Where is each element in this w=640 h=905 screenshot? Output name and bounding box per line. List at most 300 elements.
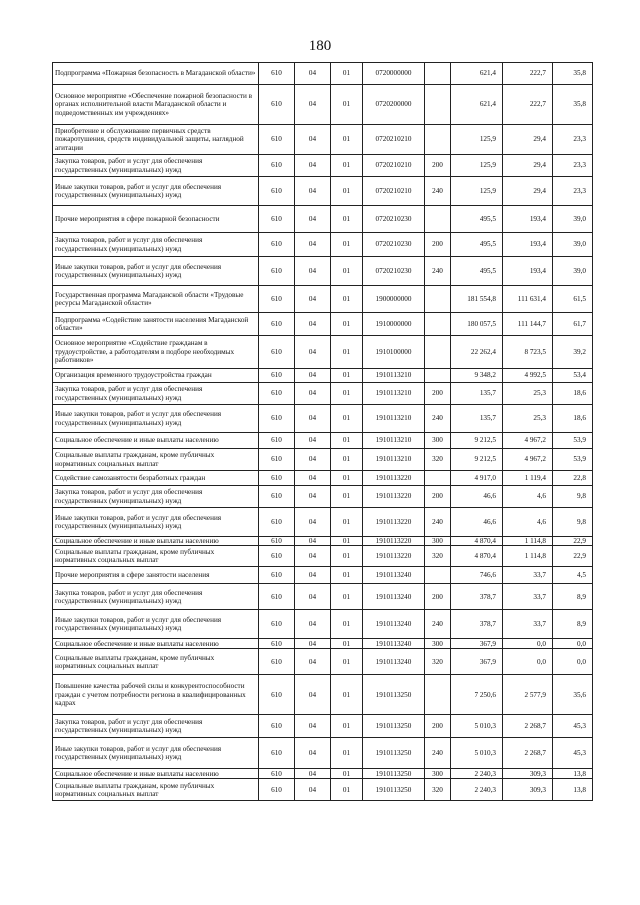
row-col4-cell: 04 (295, 471, 331, 486)
row-col5-cell: 01 (331, 206, 363, 233)
row-name-cell: Повышение качества рабочей силы и конкурентоспособности граждан с учетом потребности региона в квалифицированных кадрах (53, 675, 259, 715)
row-col8-cell: 9 212,5 (451, 449, 503, 471)
row-col10-cell: 45,3 (553, 738, 593, 769)
row-col3-cell: 610 (259, 486, 295, 508)
row-col9-cell: 4 992,5 (503, 369, 553, 383)
row-col10-cell: 39,0 (553, 233, 593, 257)
row-col3-cell: 610 (259, 206, 295, 233)
table-row (53, 125, 593, 155)
row-col8-cell: 746,6 (451, 567, 503, 584)
row-name-cell: Закупка товаров, работ и услуг для обеспечения государственных (муниципальных) нужд (53, 584, 259, 610)
row-col8-cell: 125,9 (451, 125, 503, 155)
row-col7-cell (425, 63, 451, 85)
table-row (53, 177, 593, 206)
row-col7-cell: 240 (425, 738, 451, 769)
row-name-cell: Иные закупки товаров, работ и услуг для обеспечения государственных (муниципальных) нужд (53, 508, 259, 537)
row-col4-cell: 04 (295, 537, 331, 546)
row-col10-cell: 23,3 (553, 155, 593, 177)
row-col9-cell: 0,0 (503, 639, 553, 649)
row-col8-cell: 2 240,3 (451, 779, 503, 801)
row-col10-cell: 23,3 (553, 125, 593, 155)
row-col6-cell: 1910000000 (363, 313, 425, 336)
row-col4-cell: 04 (295, 567, 331, 584)
row-col7-cell (425, 313, 451, 336)
row-col5-cell: 01 (331, 649, 363, 675)
row-col3-cell: 610 (259, 405, 295, 433)
row-col7-cell (425, 85, 451, 125)
row-col7-cell: 240 (425, 508, 451, 537)
row-col9-cell: 222,7 (503, 85, 553, 125)
row-col9-cell: 1 114,8 (503, 537, 553, 546)
page-number: 180 (308, 38, 332, 54)
row-col9-cell: 1 114,8 (503, 546, 553, 567)
row-col6-cell: 1910113220 (363, 471, 425, 486)
row-name-cell: Закупка товаров, работ и услуг для обеспечения государственных (муниципальных) нужд (53, 486, 259, 508)
row-col10-cell: 22,9 (553, 537, 593, 546)
row-col3-cell: 610 (259, 537, 295, 546)
row-col8-cell: 2 240,3 (451, 769, 503, 779)
row-col6-cell: 1910113210 (363, 383, 425, 405)
row-col7-cell: 200 (425, 486, 451, 508)
table-row (53, 738, 593, 769)
row-col4-cell: 04 (295, 769, 331, 779)
row-col3-cell: 610 (259, 313, 295, 336)
row-col5-cell: 01 (331, 537, 363, 546)
row-col10-cell: 8,9 (553, 584, 593, 610)
row-name-cell: Закупка товаров, работ и услуг для обеспечения государственных (муниципальных) нужд (53, 233, 259, 257)
row-col9-cell: 33,7 (503, 584, 553, 610)
row-col3-cell: 610 (259, 779, 295, 801)
row-col3-cell: 610 (259, 85, 295, 125)
row-col9-cell: 4,6 (503, 508, 553, 537)
row-col10-cell: 35,8 (553, 63, 593, 85)
row-name-cell: Социальные выплаты гражданам, кроме публичных нормативных социальных выплат (53, 649, 259, 675)
row-col7-cell: 300 (425, 433, 451, 449)
row-col8-cell: 181 554,8 (451, 286, 503, 313)
table-row (53, 433, 593, 449)
row-col5-cell: 01 (331, 449, 363, 471)
row-name-cell: Социальные выплаты гражданам, кроме публичных нормативных социальных выплат (53, 546, 259, 567)
row-col4-cell: 04 (295, 336, 331, 369)
row-col3-cell: 610 (259, 433, 295, 449)
row-col10-cell: 35,6 (553, 675, 593, 715)
row-col5-cell: 01 (331, 257, 363, 286)
row-col5-cell: 01 (331, 405, 363, 433)
row-col8-cell: 46,6 (451, 486, 503, 508)
row-col5-cell: 01 (331, 233, 363, 257)
budget-table-body (53, 63, 593, 801)
row-col3-cell: 610 (259, 63, 295, 85)
row-col9-cell: 4,6 (503, 486, 553, 508)
row-col8-cell: 22 262,4 (451, 336, 503, 369)
row-col4-cell: 04 (295, 125, 331, 155)
row-name-cell: Организация временного трудоустройства граждан (53, 369, 259, 383)
row-col7-cell (425, 675, 451, 715)
row-name-cell: Социальное обеспечение и иные выплаты населению (53, 537, 259, 546)
row-col6-cell: 1900000000 (363, 286, 425, 313)
row-name-cell: Социальное обеспечение и иные выплаты населению (53, 769, 259, 779)
table-row (53, 639, 593, 649)
row-col3-cell: 610 (259, 336, 295, 369)
row-col9-cell: 2 577,9 (503, 675, 553, 715)
row-col3-cell: 610 (259, 584, 295, 610)
row-name-cell: Прочие мероприятия в сфере занятости населения (53, 567, 259, 584)
row-col8-cell: 378,7 (451, 584, 503, 610)
row-col3-cell: 610 (259, 449, 295, 471)
row-col3-cell: 610 (259, 233, 295, 257)
row-name-cell: Иные закупки товаров, работ и услуг для обеспечения государственных (муниципальных) нужд (53, 405, 259, 433)
row-col7-cell: 240 (425, 177, 451, 206)
row-col10-cell: 39,2 (553, 336, 593, 369)
row-col10-cell: 61,5 (553, 286, 593, 313)
row-name-cell: Основное мероприятие «Содействие гражданам в трудоустройстве, а работодателям в подборе необходимых работников» (53, 336, 259, 369)
table-row (53, 206, 593, 233)
row-col7-cell: 300 (425, 537, 451, 546)
row-col6-cell: 1910113210 (363, 405, 425, 433)
row-col10-cell: 9,8 (553, 508, 593, 537)
row-name-cell: Приобретение и обслуживание первичных средств пожаротушения, средств индивидуальной защиты, наглядной агитации (53, 125, 259, 155)
row-col7-cell: 320 (425, 779, 451, 801)
row-col9-cell: 193,4 (503, 233, 553, 257)
row-col8-cell: 135,7 (451, 405, 503, 433)
row-col5-cell: 01 (331, 313, 363, 336)
row-col3-cell: 610 (259, 125, 295, 155)
row-col9-cell: 111 144,7 (503, 313, 553, 336)
row-col6-cell: 0720210230 (363, 233, 425, 257)
row-col6-cell: 0720200000 (363, 85, 425, 125)
row-col6-cell: 1910113210 (363, 433, 425, 449)
row-col5-cell: 01 (331, 738, 363, 769)
row-col3-cell: 610 (259, 471, 295, 486)
row-col8-cell: 9 348,2 (451, 369, 503, 383)
row-col7-cell: 300 (425, 639, 451, 649)
row-col7-cell (425, 286, 451, 313)
row-col4-cell: 04 (295, 508, 331, 537)
row-col3-cell: 610 (259, 639, 295, 649)
row-col6-cell: 1910113220 (363, 486, 425, 508)
row-name-cell: Основное мероприятие «Обеспечение пожарной безопасности в органах исполнительной власти Магаданской области и подведомственных им учреждениях» (53, 85, 259, 125)
row-col5-cell: 01 (331, 155, 363, 177)
row-col5-cell: 01 (331, 567, 363, 584)
row-col5-cell: 01 (331, 508, 363, 537)
table-row (53, 649, 593, 675)
row-name-cell: Содействие самозанятости безработных граждан (53, 471, 259, 486)
row-col5-cell: 01 (331, 336, 363, 369)
row-col5-cell: 01 (331, 63, 363, 85)
table-row (53, 85, 593, 125)
row-col7-cell (425, 567, 451, 584)
row-col4-cell: 04 (295, 233, 331, 257)
row-name-cell: Иные закупки товаров, работ и услуг для обеспечения государственных (муниципальных) нужд (53, 610, 259, 639)
row-name-cell: Социальные выплаты гражданам, кроме публичных нормативных социальных выплат (53, 779, 259, 801)
row-col5-cell: 01 (331, 177, 363, 206)
row-col6-cell: 1910113240 (363, 567, 425, 584)
row-col5-cell: 01 (331, 639, 363, 649)
table-row (53, 537, 593, 546)
table-row (53, 63, 593, 85)
row-col8-cell: 367,9 (451, 649, 503, 675)
row-col4-cell: 04 (295, 639, 331, 649)
row-col5-cell: 01 (331, 125, 363, 155)
table-row (53, 369, 593, 383)
row-name-cell: Государственная программа Магаданской области «Трудовые ресурсы Магаданской области» (53, 286, 259, 313)
table-row (53, 155, 593, 177)
row-col9-cell: 0,0 (503, 649, 553, 675)
row-col3-cell: 610 (259, 769, 295, 779)
row-col9-cell: 33,7 (503, 567, 553, 584)
row-col6-cell: 1910113240 (363, 584, 425, 610)
table-row (53, 405, 593, 433)
row-col5-cell: 01 (331, 286, 363, 313)
row-col10-cell: 22,9 (553, 546, 593, 567)
row-col4-cell: 04 (295, 155, 331, 177)
row-name-cell: Иные закупки товаров, работ и услуг для обеспечения государственных (муниципальных) нужд (53, 177, 259, 206)
table-row (53, 486, 593, 508)
row-col5-cell: 01 (331, 584, 363, 610)
row-col4-cell: 04 (295, 779, 331, 801)
row-col5-cell: 01 (331, 546, 363, 567)
row-col4-cell: 04 (295, 738, 331, 769)
table-row (53, 779, 593, 801)
row-col9-cell: 8 723,5 (503, 336, 553, 369)
row-col8-cell: 9 212,5 (451, 433, 503, 449)
row-col7-cell: 200 (425, 155, 451, 177)
row-col9-cell: 193,4 (503, 257, 553, 286)
row-col6-cell: 1910113240 (363, 649, 425, 675)
row-col5-cell: 01 (331, 486, 363, 508)
row-col3-cell: 610 (259, 567, 295, 584)
row-col3-cell: 610 (259, 715, 295, 738)
row-col8-cell: 4 917,0 (451, 471, 503, 486)
row-col4-cell: 04 (295, 486, 331, 508)
row-col8-cell: 7 250,6 (451, 675, 503, 715)
row-name-cell: Социальные выплаты гражданам, кроме публичных нормативных социальных выплат (53, 449, 259, 471)
row-col7-cell: 240 (425, 257, 451, 286)
row-col7-cell (425, 369, 451, 383)
row-col9-cell: 2 268,7 (503, 738, 553, 769)
row-col9-cell: 193,4 (503, 206, 553, 233)
row-col7-cell: 200 (425, 233, 451, 257)
row-col6-cell: 0720210230 (363, 257, 425, 286)
row-col5-cell: 01 (331, 85, 363, 125)
row-name-cell: Социальное обеспечение и иные выплаты населению (53, 639, 259, 649)
table-row (53, 769, 593, 779)
row-col8-cell: 378,7 (451, 610, 503, 639)
row-col3-cell: 610 (259, 610, 295, 639)
row-col9-cell: 33,7 (503, 610, 553, 639)
row-col4-cell: 04 (295, 405, 331, 433)
row-col8-cell: 367,9 (451, 639, 503, 649)
row-col5-cell: 01 (331, 383, 363, 405)
row-col4-cell: 04 (295, 433, 331, 449)
row-col9-cell: 309,3 (503, 779, 553, 801)
row-col7-cell (425, 471, 451, 486)
row-col10-cell: 39,0 (553, 257, 593, 286)
row-col9-cell: 111 631,4 (503, 286, 553, 313)
row-col9-cell: 29,4 (503, 125, 553, 155)
row-col10-cell: 22,8 (553, 471, 593, 486)
row-col7-cell: 200 (425, 715, 451, 738)
row-col6-cell: 0720000000 (363, 63, 425, 85)
row-col4-cell: 04 (295, 286, 331, 313)
row-col10-cell: 39,0 (553, 206, 593, 233)
table-row (53, 610, 593, 639)
row-col4-cell: 04 (295, 85, 331, 125)
row-col9-cell: 25,3 (503, 405, 553, 433)
table-row (53, 313, 593, 336)
row-col10-cell: 61,7 (553, 313, 593, 336)
row-col3-cell: 610 (259, 257, 295, 286)
row-name-cell: Подпрограмма «Пожарная безопасность в Магаданской области» (53, 63, 259, 85)
row-col5-cell: 01 (331, 715, 363, 738)
row-col6-cell: 0720210210 (363, 177, 425, 206)
row-col10-cell: 35,8 (553, 85, 593, 125)
row-name-cell: Закупка товаров, работ и услуг для обеспечения государственных (муниципальных) нужд (53, 155, 259, 177)
row-col4-cell: 04 (295, 715, 331, 738)
table-row (53, 508, 593, 537)
table-row (53, 584, 593, 610)
table-row (53, 567, 593, 584)
row-col7-cell (425, 206, 451, 233)
row-col6-cell: 1910113250 (363, 779, 425, 801)
row-col6-cell: 1910113210 (363, 449, 425, 471)
row-col9-cell: 25,3 (503, 383, 553, 405)
row-col4-cell: 04 (295, 313, 331, 336)
row-col9-cell: 309,3 (503, 769, 553, 779)
row-col3-cell: 610 (259, 286, 295, 313)
row-col8-cell: 125,9 (451, 155, 503, 177)
row-col5-cell: 01 (331, 610, 363, 639)
row-col4-cell: 04 (295, 449, 331, 471)
row-col3-cell: 610 (259, 383, 295, 405)
row-col7-cell: 300 (425, 769, 451, 779)
table-row (53, 383, 593, 405)
row-col10-cell: 8,9 (553, 610, 593, 639)
row-col4-cell: 04 (295, 610, 331, 639)
row-col5-cell: 01 (331, 779, 363, 801)
row-col6-cell: 1910113250 (363, 715, 425, 738)
row-col9-cell: 222,7 (503, 63, 553, 85)
row-col3-cell: 610 (259, 546, 295, 567)
row-col3-cell: 610 (259, 177, 295, 206)
row-name-cell: Иные закупки товаров, работ и услуг для обеспечения государственных (муниципальных) нужд (53, 257, 259, 286)
row-col7-cell: 200 (425, 383, 451, 405)
row-col8-cell: 4 870,4 (451, 546, 503, 567)
budget-table (52, 62, 593, 801)
table-row (53, 286, 593, 313)
row-col4-cell: 04 (295, 257, 331, 286)
row-col4-cell: 04 (295, 369, 331, 383)
row-col5-cell: 01 (331, 433, 363, 449)
table-row (53, 715, 593, 738)
row-col10-cell: 9,8 (553, 486, 593, 508)
row-col8-cell: 5 010,3 (451, 715, 503, 738)
row-col6-cell: 1910113250 (363, 769, 425, 779)
row-col3-cell: 610 (259, 738, 295, 769)
row-col8-cell: 180 057,5 (451, 313, 503, 336)
row-col9-cell: 29,4 (503, 155, 553, 177)
table-row (53, 233, 593, 257)
row-col8-cell: 125,9 (451, 177, 503, 206)
row-col5-cell: 01 (331, 675, 363, 715)
row-col10-cell: 18,6 (553, 383, 593, 405)
row-col5-cell: 01 (331, 369, 363, 383)
row-col7-cell: 320 (425, 649, 451, 675)
row-col8-cell: 4 870,4 (451, 537, 503, 546)
row-col6-cell: 1910113250 (363, 738, 425, 769)
row-col6-cell: 0720210210 (363, 155, 425, 177)
row-col9-cell: 29,4 (503, 177, 553, 206)
row-col6-cell: 1910113210 (363, 369, 425, 383)
row-col7-cell: 320 (425, 449, 451, 471)
row-col4-cell: 04 (295, 177, 331, 206)
row-col4-cell: 04 (295, 383, 331, 405)
row-name-cell: Социальное обеспечение и иные выплаты населению (53, 433, 259, 449)
row-col8-cell: 621,4 (451, 85, 503, 125)
row-col7-cell (425, 336, 451, 369)
row-col6-cell: 1910113240 (363, 610, 425, 639)
row-col10-cell: 0,0 (553, 649, 593, 675)
row-col7-cell (425, 125, 451, 155)
row-col6-cell: 1910113250 (363, 675, 425, 715)
row-col3-cell: 610 (259, 649, 295, 675)
row-col4-cell: 04 (295, 63, 331, 85)
row-col9-cell: 2 268,7 (503, 715, 553, 738)
row-col7-cell: 240 (425, 610, 451, 639)
row-col4-cell: 04 (295, 546, 331, 567)
table-row (53, 471, 593, 486)
row-col4-cell: 04 (295, 206, 331, 233)
row-col8-cell: 621,4 (451, 63, 503, 85)
row-name-cell: Закупка товаров, работ и услуг для обеспечения государственных (муниципальных) нужд (53, 383, 259, 405)
row-col6-cell: 1910113220 (363, 546, 425, 567)
row-col3-cell: 610 (259, 155, 295, 177)
row-col5-cell: 01 (331, 769, 363, 779)
table-row (53, 449, 593, 471)
row-col6-cell: 0720210230 (363, 206, 425, 233)
row-col6-cell: 1910113220 (363, 508, 425, 537)
row-col10-cell: 23,3 (553, 177, 593, 206)
row-col3-cell: 610 (259, 675, 295, 715)
row-col3-cell: 610 (259, 369, 295, 383)
row-col4-cell: 04 (295, 584, 331, 610)
row-col10-cell: 18,6 (553, 405, 593, 433)
row-col6-cell: 1910113220 (363, 537, 425, 546)
row-name-cell: Прочие мероприятия в сфере пожарной безопасности (53, 206, 259, 233)
row-col10-cell: 0,0 (553, 639, 593, 649)
row-col7-cell: 240 (425, 405, 451, 433)
row-col9-cell: 4 967,2 (503, 433, 553, 449)
row-col8-cell: 495,5 (451, 257, 503, 286)
row-col10-cell: 45,3 (553, 715, 593, 738)
table-row (53, 675, 593, 715)
row-col5-cell: 01 (331, 471, 363, 486)
row-col10-cell: 53,9 (553, 433, 593, 449)
row-col10-cell: 53,4 (553, 369, 593, 383)
row-col6-cell: 1910113240 (363, 639, 425, 649)
row-col9-cell: 1 119,4 (503, 471, 553, 486)
row-col8-cell: 495,5 (451, 206, 503, 233)
row-col8-cell: 5 010,3 (451, 738, 503, 769)
row-name-cell: Подпрограмма «Содействие занятости населения Магаданской области» (53, 313, 259, 336)
table-row (53, 336, 593, 369)
row-col6-cell: 0720210210 (363, 125, 425, 155)
table-row (53, 257, 593, 286)
row-col3-cell: 610 (259, 508, 295, 537)
row-col7-cell: 320 (425, 546, 451, 567)
row-col7-cell: 200 (425, 584, 451, 610)
row-col4-cell: 04 (295, 649, 331, 675)
